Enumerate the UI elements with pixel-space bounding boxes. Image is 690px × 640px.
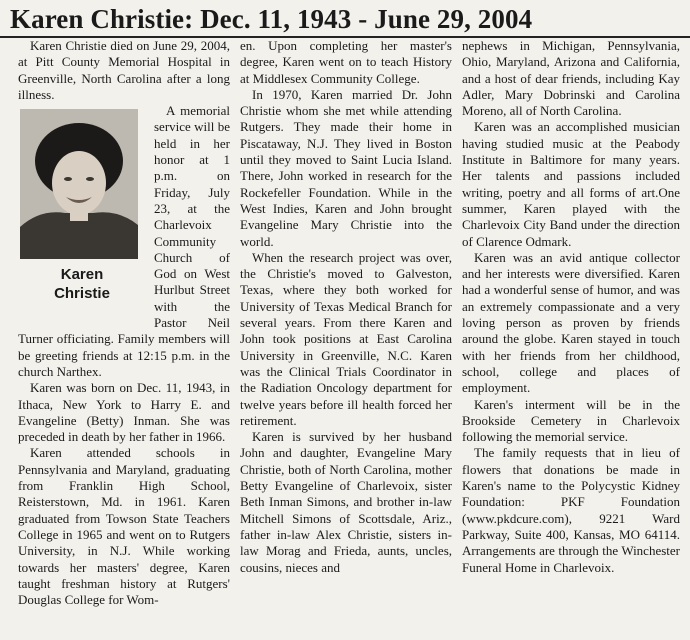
page-edge bbox=[0, 630, 690, 640]
photo-block bbox=[18, 105, 146, 315]
portrait-image bbox=[20, 109, 138, 259]
paragraph: The family requests that in lieu of flowers that donations be made in Karen's name to the Polycystic Kidney Foundation: PKF Foundation (www.pkdcure.com), 9221 Ward Parkway, Suite 400, Kansas, MO 64114. Arrangements are through the Winchester Funeral Home in Charlevoix. bbox=[462, 445, 680, 575]
paragraph: Karen's interment will be in the Brookside Cemetery in Charlevoix following the memorial service. bbox=[462, 396, 680, 445]
paragraph: Karen was born on Dec. 11, 1943, in Ithaca, New York to Harry E. and Evangeline (Betty) Inman. She was preceded in death by her father in 1966. bbox=[18, 380, 230, 445]
column-3 bbox=[462, 38, 680, 640]
photo-caption bbox=[18, 265, 146, 303]
paragraph: When the research project was over, the Christie's moved to Galveston, Texas, where they both worked for University of Texas Medical Branch for several years. From there Karen and John took positions at East Carolina University in Greenville, N.C. Karen was the Clinical Trials Coordinator in the Radiation Oncology department for twelve years before ill health forced her retirement. bbox=[240, 249, 452, 428]
paragraph: Karen was an avid antique collector and her interests were diversified. Karen had a wonderful sense of humor, and was an extremely compassionate and a very loving person as proven by friends around the globe. Karen stayed in touch with her friends from her childhood, school, college and places of employment. bbox=[462, 249, 680, 396]
paragraph: Karen attended schools in Pennsylvania and Maryland, graduating from Franklin High School, Reisterstown, Md. in 1961. Karen graduated from Towson State Teachers College in 1965 and went on to Rutgers University, in N.J. While working towards her masters' degree, Karen taught freshman history at Rutgers' Douglas College for Wom- bbox=[18, 445, 230, 608]
paragraph: A memorial service will be held in her honor at 1 p.m. on Friday, July 23, at the Charlevoix Community Church of God on West Hurlbut Street with the Pastor Neil Turner officiating. Family members will be greeting friends at 12:15 p.m. in the church Narthex. bbox=[18, 103, 230, 379]
caption-line: Christie bbox=[54, 285, 110, 303]
paragraph: In 1970, Karen married Dr. John Christie whom she met while attending Rutgers. They made their home in Piscataway, N.J. They lived in Boston until they moved to Saint Lucia Island. There, John worked in research for the Rockefeller Foundation. While in the West Indies, Karen and John brought Evangeline Mary Christie into the world. bbox=[240, 86, 452, 249]
column-2 bbox=[240, 38, 452, 640]
paragraph: Karen Christie died on June 29, 2004, at Pitt County Memorial Hospital in Greenville, North Carolina after a long illness. bbox=[18, 38, 230, 102]
column-1 bbox=[18, 38, 230, 640]
paragraph: Karen was an accomplished musician having studied music at the Peabody Institute in Baltimore for many years. Her talents and passions included writing, poetry and all forms of art.One summer, Karen played with the Charlevoix City Band under the direction of Clarence Odmark. bbox=[462, 119, 680, 249]
portrait-photo bbox=[20, 109, 138, 259]
paragraph: nephews in Michigan, Pennsylvania, Ohio, Maryland, Arizona and California, and a host of dear friends, including Kay Adler, Mary Dobrinski and Carolina Moreno, all of North Carolina. bbox=[462, 38, 680, 119]
caption-line: Karen bbox=[60, 266, 104, 284]
paragraph: en. Upon completing her master's degree, Karen went on to teach History at Middlesex Community College. bbox=[240, 38, 452, 86]
headline: Karen Christie: Dec. 11, 1943 - June 29, 2004 bbox=[10, 4, 533, 34]
paragraph: Karen is survived by her husband John and daughter, Evangeline Mary Christie, both of North Carolina, mother Betty Evangeline of Charlevoix, sister Beth Inman Simons, and brother in-law Mitchell Simons of Scottsdale, Ariz., father in-law Alex Christie, sisters in-law Morag and Frieda, aunts, uncles, cousins, nieces and bbox=[240, 429, 452, 575]
